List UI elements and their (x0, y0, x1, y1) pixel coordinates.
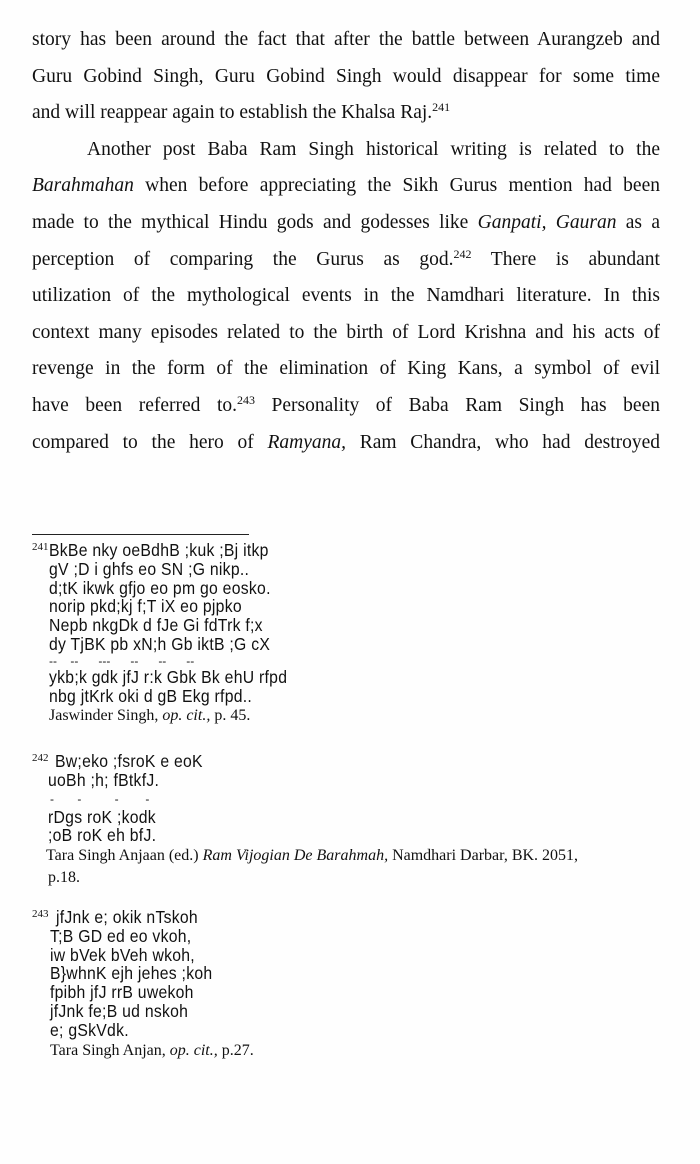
gurmukhi-line: jfJnk fe;B ud nskoh (50, 1000, 189, 1021)
footnote-243 (32, 908, 672, 1062)
gurmukhi-line: T;B GD ed eo vkoh, (50, 925, 192, 946)
citation-page: p.18. (48, 869, 80, 887)
footnote-number: 243 (32, 908, 49, 920)
body-line: story has been around the fact that after the battle between Aurangzeb and (32, 29, 660, 50)
citation: Tara Singh Anjan, op. cit., p.27. (50, 1041, 254, 1059)
gurmukhi-line: uoBh ;h; fBtkfJ. (48, 769, 160, 790)
body-line: Another post Baba Ram Singh historical writing is related to the (87, 138, 660, 160)
body-line: revenge in the form of the elimination of King Kans, a symbol of evil (32, 358, 660, 380)
body-line: compared to the hero of Ramyana, Ram Chandra, who had destroyed (32, 431, 661, 453)
body-line: utilization of the mythological events in the Namdhari literature. In this (32, 285, 660, 307)
footnote-ref-241[interactable]: 241 (432, 100, 451, 115)
gurmukhi-line: d;tK ikwk gfjo eo pm go eosko. (49, 577, 271, 598)
body-line: perception of comparing the Gurus as god.$^{242}$ There is abundant (32, 246, 660, 270)
separator-dashes: -- -- --- -- -- -- (49, 653, 195, 668)
body-line: Guru Gobind Singh, Guru Gobind Singh would disappear for some time (32, 65, 660, 87)
gurmukhi-line: gV ;D i ghfs eo SN ;G nikp.. (49, 558, 250, 579)
gurmukhi-line: dy TjBK pb xN;h Gb iktB ;G cX (49, 633, 271, 654)
gurmukhi-line: ;oB roK eh bfJ. (48, 825, 157, 846)
body-line: made to the mythical Hindu gods and godesses like Ganpati, Gauran as a (32, 211, 660, 233)
gurmukhi-line: B}whnK ejh jehes ;koh (50, 963, 213, 984)
footnote-241 (32, 541, 672, 727)
citation: Jaswinder Singh, op. cit., p. 45. (49, 707, 251, 725)
gurmukhi-line: fpibh jfJ rrB uwekoh (50, 982, 194, 1003)
body-line: context many episodes related to the birth of Lord Krishna and his acts of (32, 321, 660, 343)
footnote-ref-242[interactable]: 242 (453, 246, 472, 261)
footnote-number: 241 (32, 541, 49, 553)
gurmukhi-line: Bw;eko ;fsroK e eoK (55, 751, 203, 771)
footnote-242 (32, 752, 672, 889)
footnote-separator (32, 534, 249, 535)
footnote-number: 242 (32, 752, 49, 764)
footnote-ref-243[interactable]: 243 (236, 392, 255, 407)
gurmukhi-line: BkBe nky oeBdhB ;kuk ;Bj itkp (49, 540, 269, 560)
separator-dashes: - - - - (50, 791, 150, 806)
gurmukhi-line: e; gSkVdk. (50, 1019, 129, 1040)
body-line: and will reappear again to establish the Khalsa Raj.$^{241}$ (32, 100, 451, 124)
gurmukhi-line: iw bVek bVeh wkoh, (50, 944, 195, 965)
body-line: have been referred to.$^{243}$ Personality of Baba Ram Singh has been (32, 392, 660, 416)
gurmukhi-line: nbg jtKrk oki d gB Ekg rfpd.. (49, 685, 253, 706)
citation: Tara Singh Anjaan (ed.) Ram Vijogian De Barahmah, Namdhari Darbar, BK. 2051, (46, 847, 579, 865)
gurmukhi-line: jfJnk e; okik nTskoh (56, 907, 198, 927)
gurmukhi-line: ykb;k gdk jfJ r:k Gbk Bk ehU rfpd (49, 666, 288, 687)
body-text (32, 22, 660, 461)
gurmukhi-line: rDgs roK ;kodk (48, 806, 156, 827)
body-line: Barahmahan when before appreciating the Sikh Gurus mention had been (32, 175, 660, 197)
gurmukhi-line: Nepb nkgDk d fJe Gi fdTrk f;x (49, 615, 263, 636)
gurmukhi-line: norip pkd;kj f;T iX eo pjpko (49, 596, 242, 617)
